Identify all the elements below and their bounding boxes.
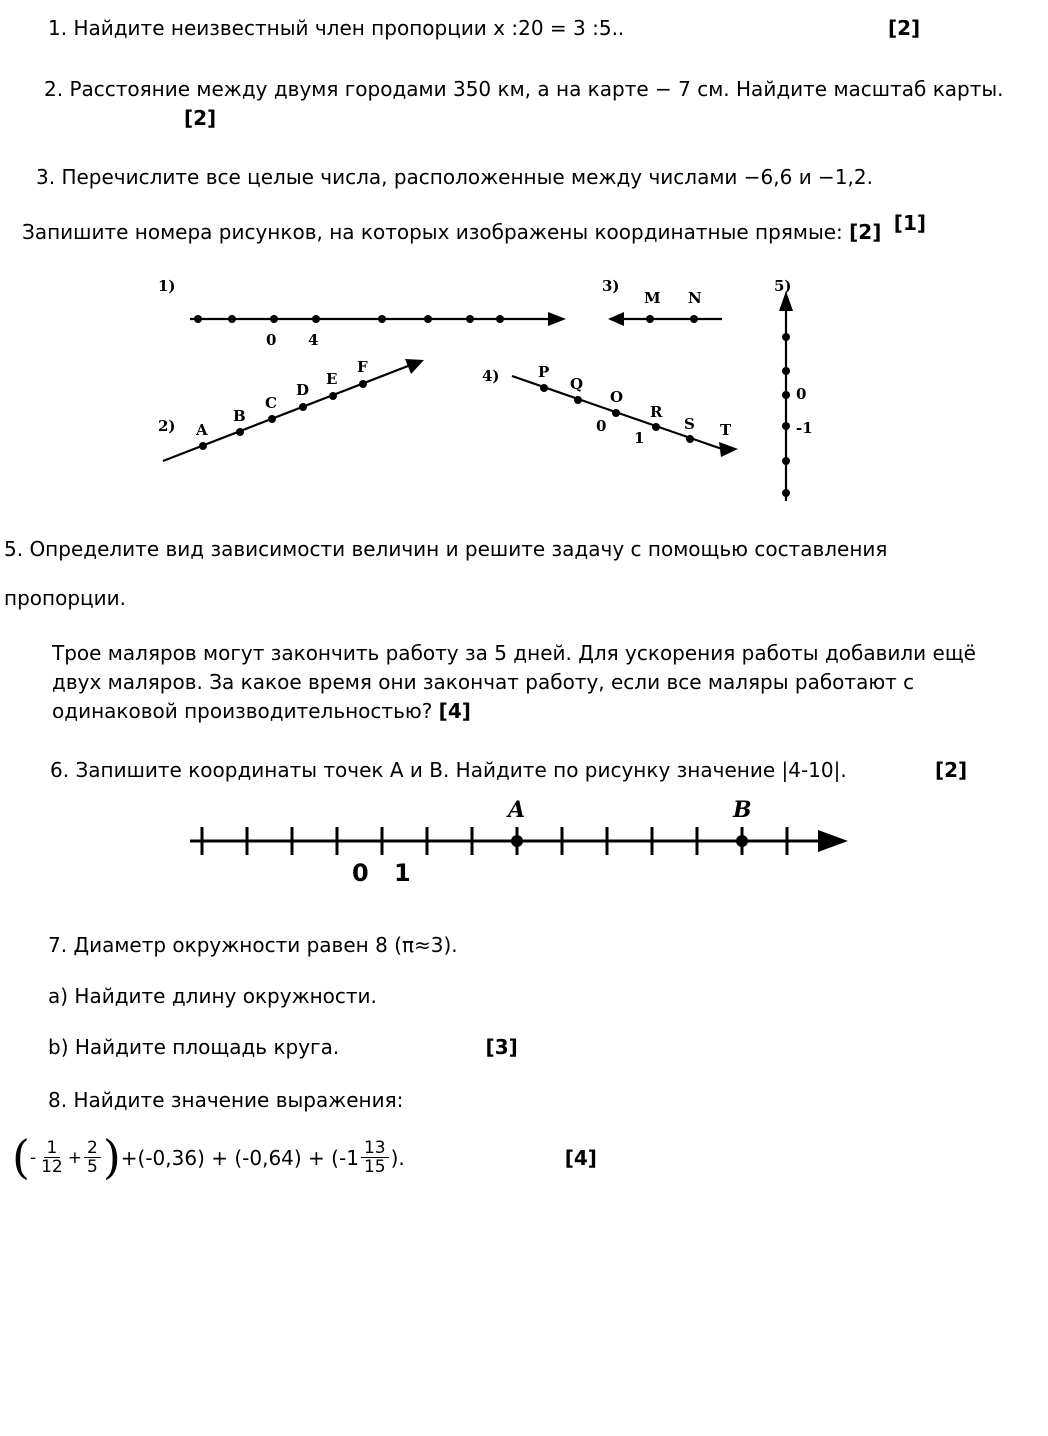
expression-minus: - (29, 1147, 37, 1168)
subfigure-2 (163, 359, 424, 461)
subfigure-3 (608, 312, 722, 326)
expression-tail-a: +(-0,36) + (-0,64) + (- (120, 1145, 347, 1170)
question-6-marks: [2] (935, 758, 968, 782)
question-5-line1 (4, 535, 1024, 564)
question-2-text: 2. Расстояние между двумя городами 350 км, а на карте − 7 см. Найдите масштаб карты. (44, 77, 1004, 101)
question-1-text: 1. Найдите неизвестный член пропорции x :20 = 3 :5.. (48, 16, 625, 40)
subfigure-5 (779, 291, 793, 501)
question-5-marks: [4] (438, 699, 471, 723)
question-3-text: 3. Перечислите все целые числа, расположенные между числами −6,6 и −1,2. (36, 165, 873, 189)
question-6-text: 6. Запишите координаты точек А и В. Найдите по рисунку значение |4-10|. (50, 758, 847, 782)
question-2 (44, 75, 1034, 133)
figure-number-line (0, 799, 1048, 909)
subfigure-1-label: 1) (158, 277, 176, 295)
question-7b-text: b) Найдите площадь круга. (48, 1035, 340, 1059)
expression-plus-1: + (67, 1147, 82, 1168)
fig1-tick-4: 4 (308, 331, 319, 349)
subfigure-4 (512, 376, 738, 457)
subfigure-5-label: 5) (774, 277, 792, 295)
figure-1-svg (0, 271, 1048, 531)
question-1-marks: [2] (888, 16, 921, 40)
expression-close-paren: ) (102, 1130, 121, 1184)
question-7 (48, 931, 1048, 960)
question-7-text: 7. Диаметр окружности равен 8 (π≈3). (48, 933, 458, 957)
fig3-point-M: M (644, 289, 661, 307)
fig4-point-P: P (538, 363, 550, 381)
subfigure-2-label: 2) (158, 417, 176, 435)
figure-coordinate-lines (0, 271, 1048, 531)
subfigure-4-label: 4) (482, 367, 500, 385)
expression-open-paren: ( (12, 1130, 30, 1184)
question-8-expression (12, 1130, 1048, 1184)
question-7b (48, 1033, 1048, 1062)
worksheet-page (0, 14, 1048, 1436)
mixed-number-numerator: 13 (361, 1139, 389, 1159)
fraction-one-twelfth (38, 1139, 66, 1177)
question-4-text: Запишите номера рисунков, на которых изображены координатные прямые: (22, 220, 843, 244)
fig4-point-Q: Q (570, 375, 584, 393)
fig2-point-A: A (196, 421, 208, 439)
question-5-body (52, 639, 1002, 726)
fig5-tick-0: 0 (796, 385, 807, 403)
fig4-point-R: R (650, 403, 663, 421)
fraction-one-twelfth-numerator: 1 (44, 1139, 61, 1159)
mixed-number-fraction (361, 1139, 389, 1177)
fig2-point-B: B (233, 407, 246, 425)
figure-2-svg (0, 799, 1048, 909)
fig4-point-O: O (610, 388, 624, 406)
question-8-text: 8. Найдите значение выражения: (48, 1088, 404, 1112)
question-2-marks: [2] (184, 106, 217, 130)
mixed-number-whole: 1 (346, 1145, 359, 1170)
fig4-tick-1: 1 (634, 429, 645, 447)
question-5-body-text: Трое маляров могут закончить работу за 5 дней. Для ускорения работы добавили ещё двух маляров. За какое время они закончат работу, если все маляры работают с одинаковой производительностью? (52, 641, 976, 723)
fraction-two-fifths (84, 1139, 101, 1177)
expression-tail-b: ). (390, 1145, 405, 1170)
question-7a-text: a) Найдите длину окружности. (48, 984, 377, 1008)
question-5-text-line2: пропорции. (4, 586, 126, 610)
number-line-point-A: A (508, 799, 526, 823)
fig5-tick-minus-1: -1 (796, 419, 813, 437)
question-7b-marks: [3] (485, 1035, 518, 1059)
question-1 (48, 14, 1048, 43)
number-line-tick-0: 0 (352, 859, 369, 887)
fig4-tick-0: 0 (596, 417, 607, 435)
question-8 (48, 1086, 1048, 1115)
question-4 (22, 218, 1022, 247)
fig1-tick-0: 0 (266, 331, 277, 349)
fig3-point-N: N (688, 289, 702, 307)
question-7a (48, 982, 1048, 1011)
fig2-point-D: D (296, 381, 310, 399)
fraction-two-fifths-numerator: 2 (84, 1139, 101, 1159)
question-5-line2 (4, 584, 1048, 613)
fig2-point-C: C (265, 394, 277, 412)
fig2-point-E: E (326, 370, 338, 388)
subfigure-3-label: 3) (602, 277, 620, 295)
number-line-tick-1: 1 (394, 859, 411, 887)
fig4-point-T: T (720, 421, 732, 439)
question-4-marks: [2] (849, 220, 882, 244)
fig2-point-F: F (357, 358, 368, 376)
fraction-two-fifths-denominator: 5 (86, 1157, 98, 1178)
question-3-marks: [1] (893, 211, 926, 235)
mixed-number (346, 1139, 390, 1177)
number-line-point-B: B (733, 799, 752, 823)
fig4-point-S: S (684, 415, 695, 433)
question-5-text-line1: 5. Определите вид зависимости величин и решите задачу с помощью составления (4, 537, 888, 561)
subfigure-1 (190, 312, 566, 326)
fraction-one-twelfth-denominator: 12 (41, 1157, 63, 1178)
mixed-number-denominator: 15 (363, 1157, 386, 1178)
question-6 (50, 756, 1048, 785)
question-8-marks: [4] (564, 1145, 597, 1170)
